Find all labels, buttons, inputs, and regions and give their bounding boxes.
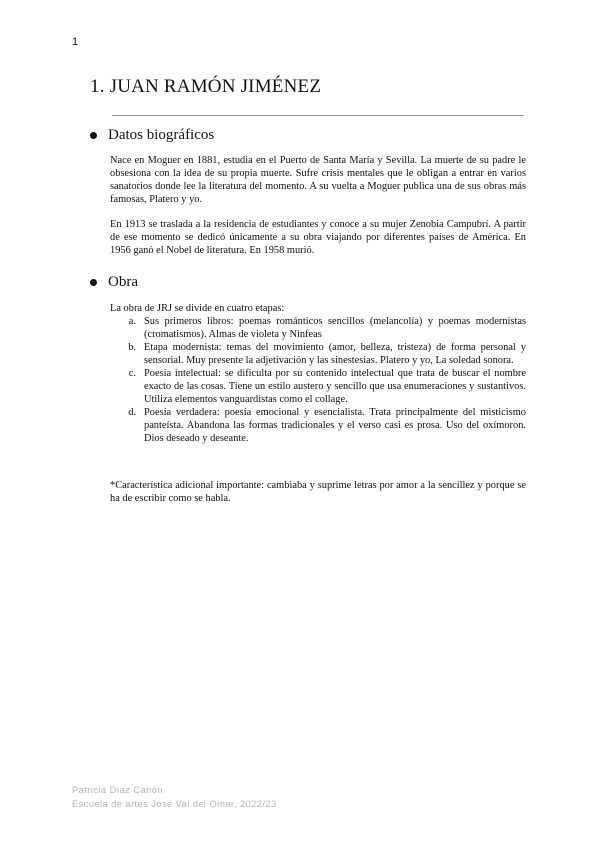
list-marker: a. [128, 316, 136, 327]
list-marker: b. [128, 342, 136, 353]
list-marker: c. [128, 368, 136, 379]
bullet-icon [90, 279, 97, 286]
list-item [110, 315, 526, 341]
list-item [110, 406, 526, 445]
list-item-text: Sus primeros libros: poemas románticos sencillos (melancolía) y poemas modernistas (cromatismos). Almas de violeta y Ninfeas [144, 316, 526, 340]
list-item-text: Poesía intelectual: se dificulta por su contenido intelectual que trata de buscar el nombre exacto de las cosas. Tiene un estilo austero y sencillo que usa enumeraciones y sustantivos. Utiliza elementos vanguardistas como el collage. [144, 368, 526, 405]
note-paragraph: *Característica adicional importante: cambiaba y suprime letras por amor a la sencillez y porque se ha de escribir como se habla. [110, 480, 526, 504]
footer-school: Escuela de artes José Val del Omar, 2022/23 [72, 798, 277, 809]
title-divider [112, 115, 524, 116]
section-heading-obra-label: Obra [108, 274, 138, 290]
list-item-text: Etapa modernista: temas del movimiento (amor, belleza, tristeza) de forma personal y sensorial. Muy presente la adjetivación y las sinestesias. Platero y yo, La soledad sonora. [144, 342, 526, 366]
obra-stages-list [110, 315, 526, 445]
page-number: 1 [72, 36, 79, 48]
list-marker: d. [128, 407, 136, 418]
page-title: 1. JUAN RAMÓN JIMÉNEZ [90, 76, 322, 97]
bio-paragraph-1: Nace en Moguer en 1881, estudia en el Puerto de Santa María y Sevilla. La muerte de su padre le obsesiona con la idea de su propia muerte. Sufre crisis mentales que le obligan a entrar en varios sanatorios donde lee la literatura del momento. A su vuelta a Moguer publica una de sus obras más famosas, Platero y yo. [110, 155, 526, 205]
bio-paragraph-2: En 1913 se traslada a la residencia de estudiantes y conoce a su mujer Zenobia Campubrí. A partir de ese momento se dedicó únicamente a su obra viajando por diferentes países de América. En 1956 ganó el Nobel de literatura. En 1958 murió. [110, 219, 526, 256]
section-heading-bio-label: Datos biográficos [108, 127, 215, 143]
footer-author: Patricia Díaz Canón [72, 784, 163, 795]
list-item [110, 367, 526, 406]
list-item-text: Poesía verdadera: poesía emocional y esencialista. Trata principalmente del misticismo panteísta. Abandona las formas tradicionales y el verso casi es prosa. Uso del oxímoron. Dios deseado y deseante. [144, 407, 526, 444]
section-heading-bio [90, 127, 214, 144]
list-item [110, 341, 526, 367]
obra-intro: La obra de JRJ se divide en cuatro etapas: [110, 303, 285, 314]
bullet-icon [90, 132, 97, 139]
section-heading-obra [90, 274, 138, 291]
